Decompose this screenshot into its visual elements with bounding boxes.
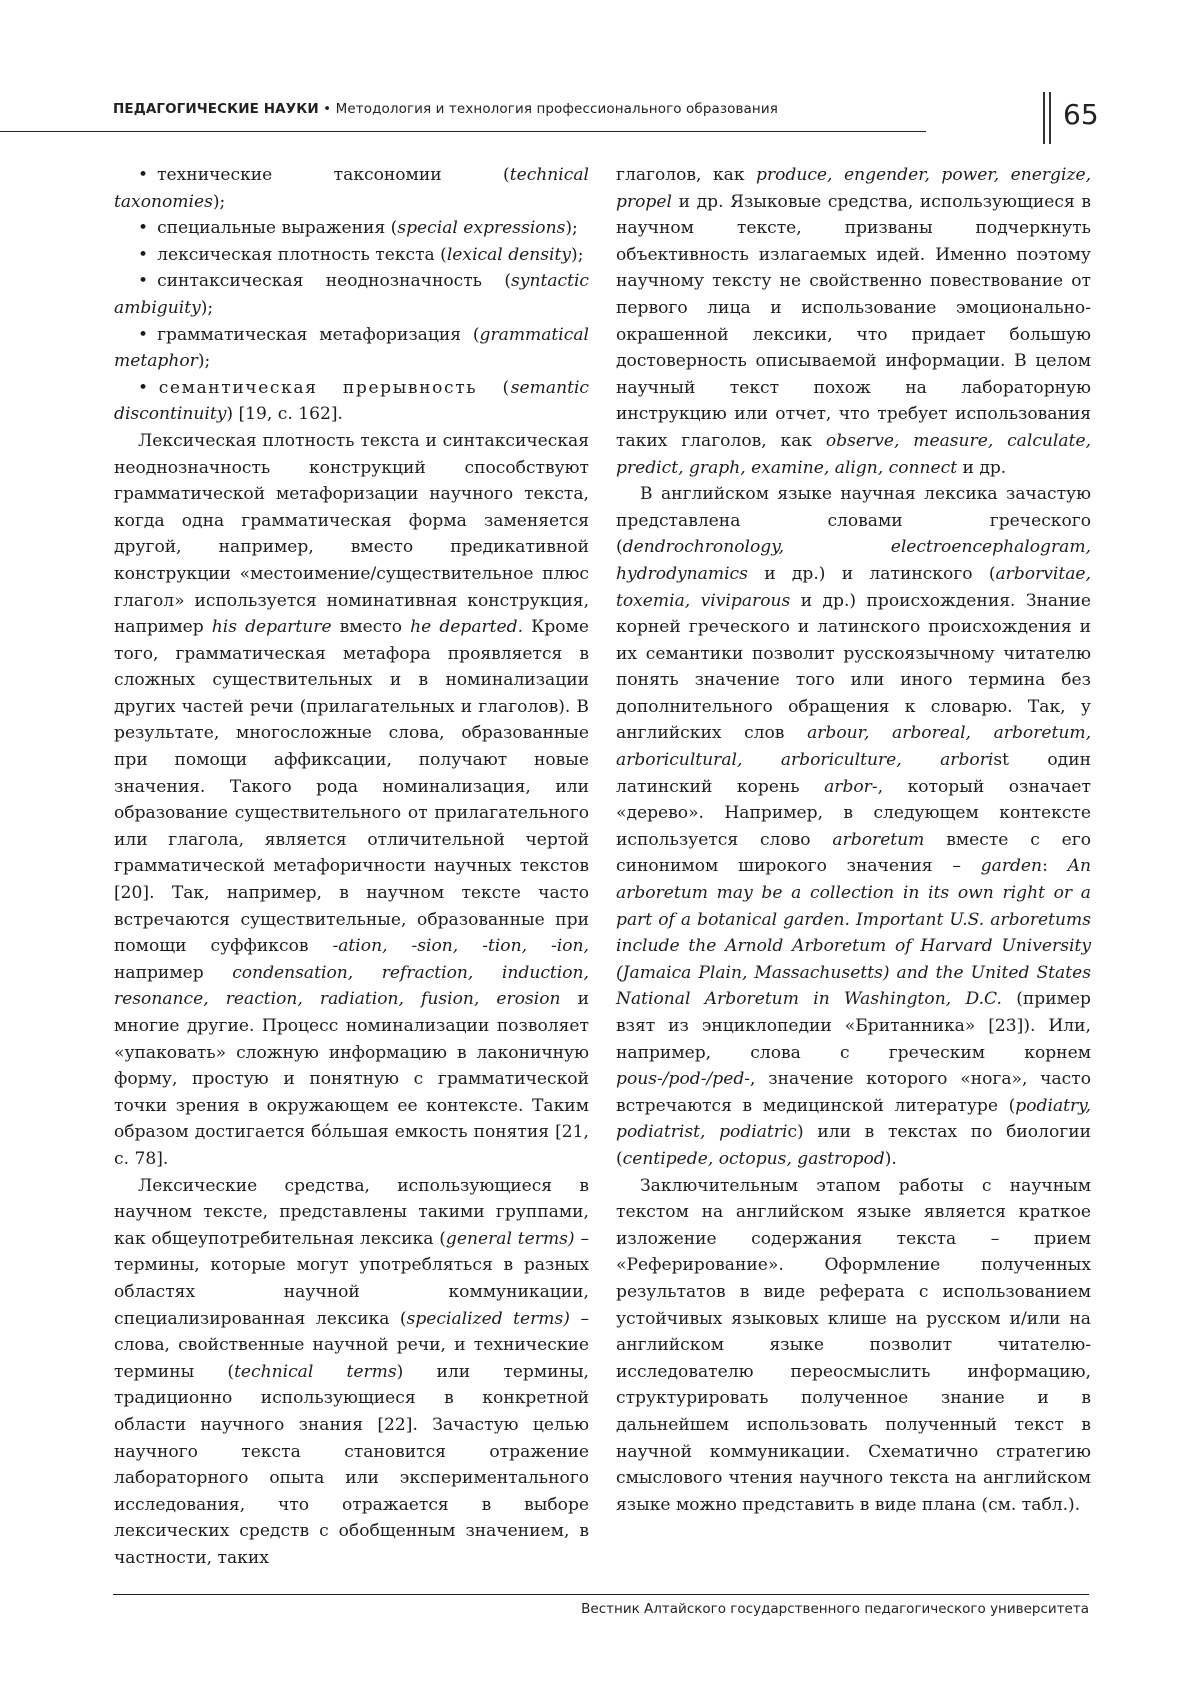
left-column	[114, 162, 589, 1571]
running-header	[113, 96, 1033, 130]
list-item: • лексическая плотность текста (lexical density);	[114, 242, 589, 269]
header-separator: •	[318, 101, 336, 117]
right-column	[616, 162, 1091, 1518]
paragraph: Лексические средства, использующиеся в научном тексте, представлены такими группами, как общеупотребительная лексика (general terms) – термины, которые могут употребляться в разных областях научной коммуникации, специализированная лексика (specialized terms) – слова, свойственные научной речи, и технические термины (technical terms) или термины, традиционно использующиеся в конкретной области научного знания [22]. Зачастую целью научного текста становится отражение лабораторного опыта или экспериментального исследования, что отражается в выборе лексических средств с обобщенным значением, в частности, таких	[114, 1175, 589, 1568]
header-subsection: Методология и технология профессионального образования	[335, 101, 778, 117]
footer-journal: Вестник Алтайского государственного педагогического университета	[581, 1601, 1089, 1617]
header-text	[113, 101, 778, 117]
paragraph: глаголов, как produce, engender, power, energize, propel и др. Языковые средства, использующиеся в научном тексте, призваны подчеркнуть объективность излагаемых идей. Именно поэтому научному тексту не свойственно повествование от первого лица и использование эмоционально-окрашенной лексики, что придает большую достоверность описываемой информации. В целом научный текст похож на лабораторную инструкцию или отчет, что требует использования таких глаголов, как observe, measure, calculate, predict, graph, examine, align, connect и др.	[616, 165, 1092, 478]
header-section: ПЕДАГОГИЧЕСКИЕ НАУКИ	[113, 101, 319, 117]
footer-rule	[113, 1594, 1089, 1595]
list-item: • технические таксономии (technical taxonomies);	[114, 162, 589, 215]
header-vertical-rule	[1049, 92, 1051, 144]
list-item: • грамматическая метафоризация (grammatical metaphor);	[114, 322, 589, 375]
paragraph: Заключительным этапом работы с научным текстом на английском языке является краткое изложение содержания текста – прием «Реферирование». Оформление полученных результатов в виде реферата с использованием устойчивых языковых клише на русском и/или на английском языке позволит читателю-исследователю переосмыслить информацию, структурировать полученное знание и в дальнейшем использовать полученный текст в научной коммуникации. Схематично стратегию смыслового чтения научного текста на английском языке можно представить в виде плана (см. табл.).	[616, 1175, 1091, 1515]
feature-list	[114, 162, 589, 428]
list-item: • специальные выражения (special expressions);	[114, 215, 589, 242]
header-rule	[0, 131, 926, 132]
page-number: 65	[1063, 98, 1099, 131]
paragraph: Лексическая плотность текста и синтаксическая неоднозначность конструкций способствуют грамматической метафоризации научного текста, когда одна грамматическая форма заменяется другой, например, вместо предикативной конструкции «местоимение/существительное плюс глагол» используется номинативная конструкция, например his departure вместо he departed. Кроме того, грамматическая метафора проявляется в сложных существительных и в номинализации других частей речи (прилагательных и глаголов). В результате, многосложные слова, образованные при помощи аффиксации, получают новые значения. Такого рода номинализация, или образование существительного от прилагательного или глагола, является отличительной чертой грамматической метафоричности научных текстов [20]. Так, например, в научном тексте часто встречаются существительные, образованные при помощи суффиксов -ation, -sion, -tion, -ion, например condensation, refraction, induction, resonance, reaction, radiation, fusion, erosion и многие другие. Процесс номинализации позволяет «упаковать» сложную информацию в лаконичную форму, простую и понятную с грамматической точки зрения в окружающем ее контексте. Таким образом достигается бо́льшая емкость понятия [21, с. 78].	[114, 430, 589, 1169]
list-item: • синтаксическая неоднозначность (syntactic ambiguity);	[114, 268, 589, 321]
paragraph: В английском языке научная лексика зачастую представлена словами греческого (dendrochronology, electroencephalogram, hydrodynamics и др.) и латинского (arborvitae, toxemia, viviparous и др.) происхождения. Знание корней греческого и латинского происхождения и их семантики позволит русскоязычному читателю понять значение того или иного термина без дополнительного обращения к словарю. Так, у английских слов arbour, arboreal, arboretum, arboricultural, arboriculture, arborist один латинский корень arbor-, который означает «дерево». Например, в следующем контексте используется слово arboretum вместе с его синонимом широкого значения – garden: An arboretum may be a collection in its own right or a part of a botanical garden. Important U.S. arboretums include the Arnold Arboretum of Harvard University (Jamaica Plain, Massachusetts) and the United States National Arboretum in Washington, D.C. (пример взят из энциклопедии «Британника» [23]). Или, например, слова с греческим корнем pous-/pod-/ped-, значение которого «нога», часто встречаются в медицинской литературе (podiatry, podiatrist, podiatric) или в текстах по биологии (centipede, octopus, gastropod).	[616, 484, 1091, 1169]
list-item: • семантическая прерывность (semantic discontinuity) [19, с. 162].	[114, 375, 589, 428]
header-vertical-rule	[1043, 92, 1045, 144]
